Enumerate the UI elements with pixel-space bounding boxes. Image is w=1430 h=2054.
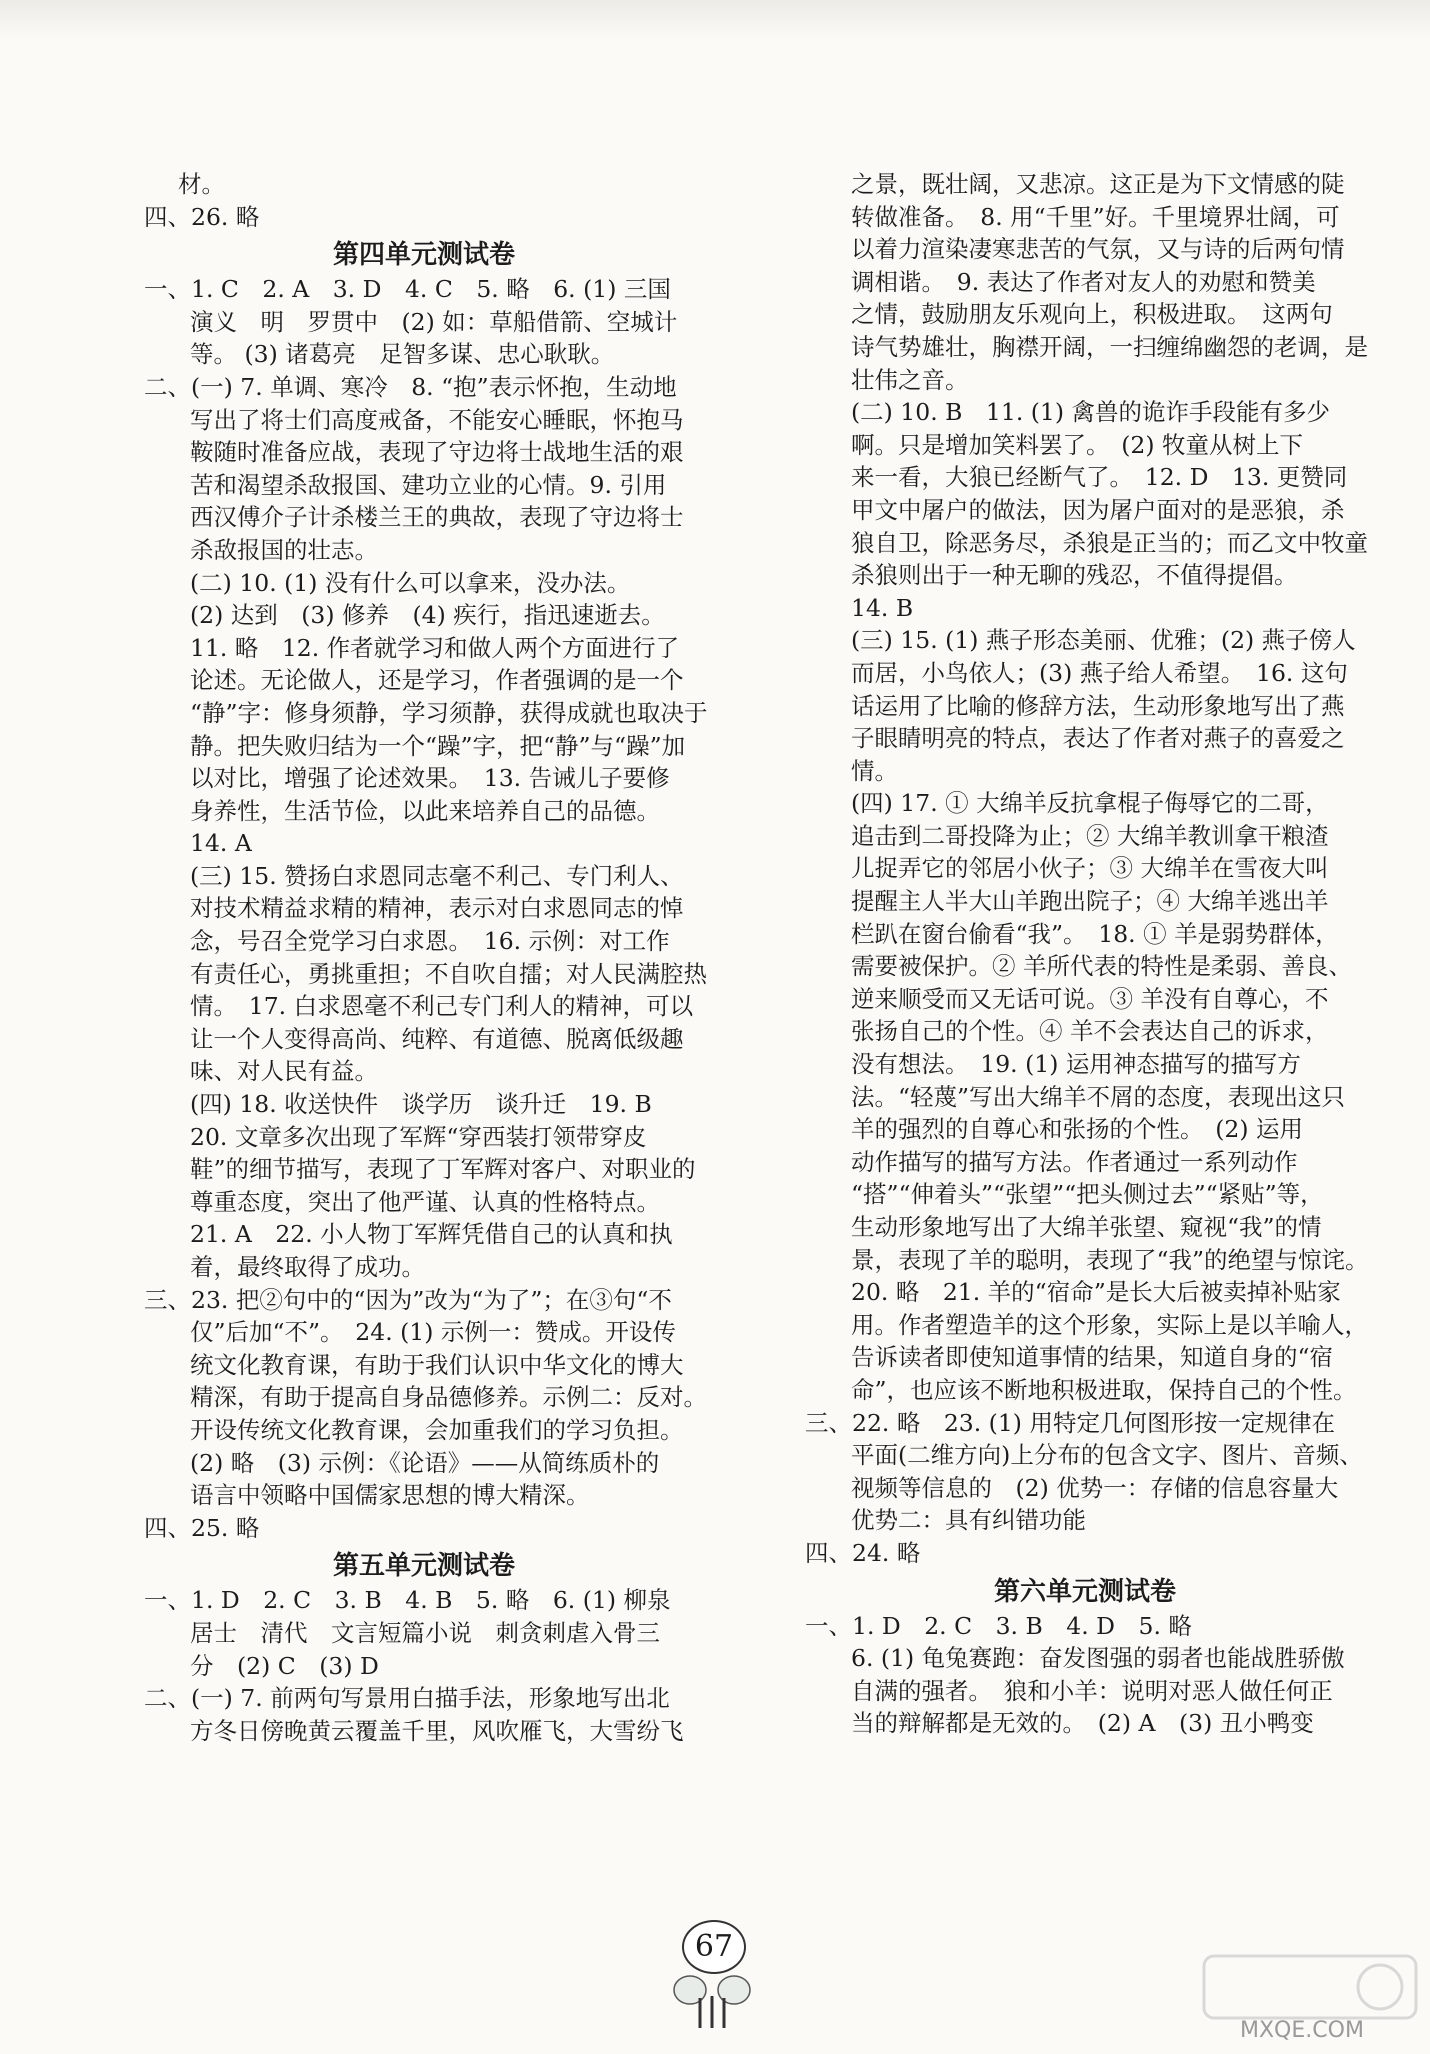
answer-line: 三、22. 略 23. (1) 用特定几何图形按一定规律在 — [805, 1408, 1335, 1437]
answer-line: 等。 (3) 诸葛亮 足智多谋、忠心耿耿。 — [190, 340, 615, 369]
answer-line: 二、(一) 7. 前两句写景用白描手法，形象地写出北 — [144, 1684, 670, 1713]
answer-line: 命”，也应该不断地积极进取，保持自己的个性。 — [851, 1375, 1357, 1404]
page-top-shadow — [0, 0, 1430, 40]
answer-line: 鞍随时准备应战，表现了守边将士战地生活的艰 — [190, 438, 684, 467]
answer-line: 景，表现了羊的聪明，表现了“我”的绝望与惊诧。 — [851, 1245, 1369, 1274]
answer-line: 话运用了比喻的修辞方法，生动形象地写出了燕 — [851, 691, 1345, 720]
answer-line: 着，最终取得了成功。 — [190, 1253, 425, 1281]
answer-line: 用。作者塑造羊的这个形象，实际上是以羊喻人， — [851, 1310, 1368, 1339]
right-column — [805, 168, 1369, 1740]
answer-line: 苦和渴望杀敌报国、建功立业的心情。9. 引用 — [190, 470, 667, 499]
page-number: 67 — [682, 1920, 746, 1974]
section-heading: 第四单元测试卷 — [332, 240, 515, 271]
answer-line: 语言中领略中国儒家思想的博大精深。 — [190, 1481, 590, 1510]
answer-line: (三) 15. (1) 燕子形态美丽、优雅；(2) 燕子傍人 — [851, 626, 1356, 655]
answer-line: 告诉读者即使知道事情的结果，知道自身的“宿 — [851, 1343, 1334, 1372]
answer-line: 鞋”的细节描写，表现了丁军辉对客户、对职业的 — [190, 1155, 696, 1184]
answer-line: 方冬日傍晚黄云覆盖千里，风吹雁飞，大雪纷飞 — [190, 1716, 684, 1745]
answer-line: 壮伟之音。 — [851, 365, 969, 394]
answer-line: 四、26. 略 — [144, 202, 260, 231]
answer-line: 优势二：具有纠错功能 — [851, 1506, 1086, 1535]
answer-line: (三) 15. 赞扬白求恩同志毫不利己、专门利人、 — [190, 861, 684, 890]
answer-line: 需要被保护。② 羊所代表的特性是柔弱、善良、 — [851, 952, 1352, 981]
answer-line: 调相谐。 9. 表达了作者对友人的劝慰和赞美 — [851, 267, 1316, 296]
answer-line: 尊重态度，突出了他严谨、认真的性格特点。 — [190, 1187, 660, 1216]
answer-line: 开设传统文化教育课，会加重我们的学习负担。 — [190, 1415, 684, 1444]
answer-line: 一、1. D 2. C 3. B 4. D 5. 略 — [805, 1611, 1192, 1640]
answer-line: 追击到二哥投降为止；② 大绵羊教训拿干粮渣 — [851, 821, 1329, 850]
answer-line: 逆来顺受而又无话可说。③ 羊没有自尊心，不 — [851, 984, 1329, 1013]
answer-line: 三、23. 把②句中的“因为”改为“为了”；在③句“不 — [144, 1285, 672, 1314]
watermark-site: MXQE.COM — [1240, 2018, 1364, 2043]
answer-line: 来一看，大狼已经断气了。 12. D 13. 更赞同 — [851, 463, 1348, 492]
answer-line: 狼自卫，除恶务尽，杀狼是正当的；而乙文中牧童 — [851, 528, 1368, 557]
answer-line: (二) 10. B 11. (1) 禽兽的诡诈手段能有多少 — [851, 398, 1331, 427]
section-heading: 第五单元测试卷 — [332, 1551, 515, 1582]
answer-line: 味、对人民有益。 — [190, 1057, 378, 1086]
answer-line: 念，号召全党学习白求恩。 16. 示例：对工作 — [190, 927, 670, 956]
answer-line: 一、1. D 2. C 3. B 4. B 5. 略 6. (1) 柳泉 — [144, 1586, 671, 1615]
answer-line: 精深，有助于提高自身品德修养。示例二：反对。 — [190, 1383, 707, 1412]
answer-line: 论述。无论做人，还是学习，作者强调的是一个 — [190, 666, 684, 695]
answer-line: (2) 略 (3) 示例：《论语》——从简练质朴的 — [190, 1448, 660, 1477]
answer-line: “搭”“伸着头”“张望”“把头侧过去”“紧贴”等， — [851, 1180, 1324, 1209]
answer-line: 之景，既壮阔，又悲凉。这正是为下文情感的陡 — [851, 170, 1345, 198]
answer-line: 啊。只是增加笑料罢了。 (2) 牧童从树上下 — [851, 430, 1304, 459]
page-number-badge — [652, 1912, 772, 2032]
answer-line: 情。 — [851, 756, 898, 785]
left-column — [144, 168, 708, 1747]
answer-line: 14. A — [190, 829, 252, 858]
answer-line: 杀敌报国的壮志。 — [190, 535, 378, 564]
answer-line: (2) 达到 (3) 修养 (4) 疾行，指迅速逝去。 — [190, 601, 665, 630]
answer-line: 当的辩解都是无效的。 (2) A (3) 丑小鸭变 — [851, 1709, 1314, 1738]
answer-line: 21. A 22. 小人物丁军辉凭借自己的认真和执 — [190, 1220, 673, 1249]
answer-line: 6. (1) 龟兔赛跑：奋发图强的弱者也能战胜骄傲 — [851, 1644, 1345, 1673]
answer-line: 11. 略 12. 作者就学习和做人两个方面进行了 — [190, 633, 680, 662]
answer-line: 自满的强者。 狼和小羊：说明对恶人做任何正 — [851, 1676, 1333, 1705]
answer-line: 转做准备。 8. 用“千里”好。千里境界壮阔，可 — [851, 202, 1340, 231]
answer-line: (四) 18. 收送快件 谈学历 谈升迁 19. B — [190, 1090, 652, 1119]
answer-line: 四、24. 略 — [805, 1538, 921, 1567]
answer-line: 甲文中屠户的做法，因为屠户面对的是恶狼，杀 — [851, 495, 1345, 524]
answer-line: 材。 — [178, 170, 225, 198]
answer-line: 一、1. C 2. A 3. D 4. C 5. 略 6. (1) 三国 — [144, 275, 671, 304]
answer-line: 演义 明 罗贯中 (2) 如：草船借箭、空城计 — [190, 307, 678, 336]
answer-line: 视频等信息的 (2) 优势一：存储的信息容量大 — [851, 1473, 1339, 1502]
answer-line: 西汉傅介子计杀楼兰王的典故，表现了守边将士 — [190, 503, 684, 532]
answer-line: 子眼睛明亮的特点，表达了作者对燕子的喜爱之 — [851, 724, 1345, 753]
answer-line: 动作描写的描写方法。作者通过一系列动作 — [851, 1147, 1298, 1176]
answer-line: 分 (2) C (3) D — [190, 1651, 379, 1680]
answer-line: 提醒主人半大山羊跑出院子；④ 大绵羊逃出羊 — [851, 887, 1329, 916]
answer-line: 生动形象地写出了大绵羊张望、窥视“我”的情 — [851, 1213, 1322, 1241]
answer-line: 没有想法。 19. (1) 运用神态描写的描写方 — [851, 1050, 1301, 1079]
answer-line: (二) 10. (1) 没有什么可以拿来，没办法。 — [190, 568, 631, 597]
answer-line: 儿捉弄它的邻居小伙子；③ 大绵羊在雪夜大叫 — [851, 854, 1329, 883]
answer-line: 栏趴在窗台偷看“我”。 18. ① 羊是弱势群体， — [851, 919, 1339, 948]
answer-line: 统文化教育课，有助于我们认识中华文化的博大 — [190, 1350, 684, 1379]
answer-line: 静。把失败归结为一个“躁”字，把“静”与“躁”加 — [190, 731, 686, 760]
answer-line: 居士 清代 文言短篇小说 刺贪刺虐入骨三 — [190, 1618, 660, 1647]
answer-line: 20. 文章多次出现了军辉“穿西装打领带穿皮 — [190, 1122, 647, 1151]
answer-line: 平面(二维方向)上分布的包含文字、图片、音频、 — [851, 1441, 1363, 1470]
answer-line: 有责任心，勇挑重担；不自吹自擂；对人民满腔热 — [190, 959, 707, 988]
answer-line: 四、25. 略 — [144, 1513, 260, 1542]
answer-line: 张扬自己的个性。④ 羊不会表达自己的诉求， — [851, 1017, 1329, 1046]
answer-line: 情。 17. 白求恩毫不利己专门利人的精神，可以 — [190, 992, 694, 1021]
answer-line: 14. B — [851, 593, 914, 622]
answer-line: 二、(一) 7. 单调、寒冷 8. “抱”表示怀抱，生动地 — [144, 372, 677, 401]
answer-line: 写出了将士们高度戒备，不能安心睡眠，怀抱马 — [190, 405, 684, 434]
answer-line: 而居，小鸟依人；(3) 燕子给人希望。 16. 这句 — [851, 658, 1348, 687]
answer-line: 诗气势雄壮，胸襟开阔，一扫缠绵幽怨的老调，是 — [851, 332, 1368, 361]
answer-line: 对技术精益求精的精神，表示对白求恩同志的悼 — [190, 894, 684, 923]
answer-line: 仅”后加“不”。 24. (1) 示例一：赞成。开设传 — [190, 1318, 676, 1347]
answer-line: 身养性，生活节俭，以此来培养自己的品德。 — [190, 796, 660, 825]
answer-line: 之情，鼓励朋友乐观向上，积极进取。 这两句 — [851, 300, 1333, 329]
answer-line: 20. 略 21. 羊的“宿命”是长大后被卖掉补贴家 — [851, 1278, 1341, 1307]
answer-line: 以对比，增强了论述效果。 13. 告诫儿子要修 — [190, 764, 670, 793]
answer-line: 让一个人变得高尚、纯粹、有道德、脱离低级趣 — [190, 1024, 684, 1053]
answer-line: 法。“轻蔑”写出大绵羊不屑的态度，表现出这只 — [851, 1082, 1346, 1111]
section-heading: 第六单元测试卷 — [993, 1576, 1176, 1607]
answer-line: 以着力渲染凄寒悲苦的气氛，又与诗的后两句情 — [851, 235, 1345, 264]
answer-line: 羊的强烈的自尊心和张扬的个性。 (2) 运用 — [851, 1115, 1304, 1144]
answer-line: 杀狼则出于一种无聊的残忍，不值得提倡。 — [851, 561, 1298, 590]
answer-line: “静”字：修身须静，学习须静，获得成就也取决于 — [190, 698, 708, 727]
answer-line: (四) 17. ① 大绵羊反抗拿棍子侮辱它的二哥， — [851, 789, 1329, 818]
